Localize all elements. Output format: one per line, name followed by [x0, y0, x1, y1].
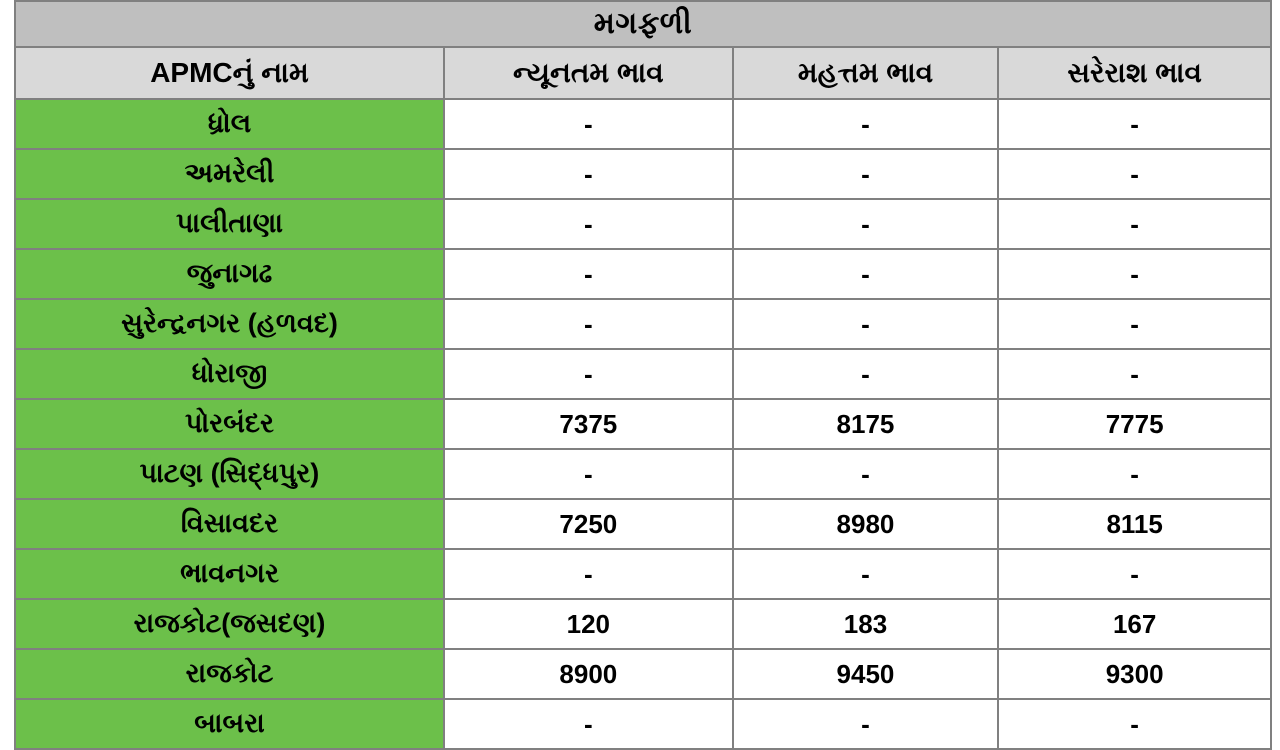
avg-price: - — [998, 199, 1271, 249]
apmc-name: પાલીતાણા — [15, 199, 444, 249]
avg-price: 167 — [998, 599, 1271, 649]
apmc-name: ભાવનગર — [15, 549, 444, 599]
table-row — [15, 649, 1271, 699]
table-row — [15, 199, 1271, 249]
max-price: 9450 — [733, 649, 999, 699]
min-price: - — [444, 299, 733, 349]
max-price: - — [733, 249, 999, 299]
table-row — [15, 599, 1271, 649]
apmc-name: પાટણ (સિદ્ધપુર) — [15, 449, 444, 499]
table-row — [15, 249, 1271, 299]
column-header-apmc-name: APMCનું નામ — [15, 47, 444, 99]
max-price: 8980 — [733, 499, 999, 549]
table-header-row — [15, 47, 1271, 99]
avg-price: - — [998, 99, 1271, 149]
max-price: - — [733, 99, 999, 149]
min-price: - — [444, 449, 733, 499]
avg-price: - — [998, 699, 1271, 749]
column-header-max-price: મહત્તમ ભાવ — [733, 47, 999, 99]
table-row — [15, 549, 1271, 599]
max-price: - — [733, 699, 999, 749]
apmc-name: ધોરાજી — [15, 349, 444, 399]
min-price: 7375 — [444, 399, 733, 449]
min-price: 7250 — [444, 499, 733, 549]
min-price: - — [444, 149, 733, 199]
table-title-row — [15, 1, 1271, 47]
min-price: - — [444, 699, 733, 749]
table-row — [15, 299, 1271, 349]
min-price: - — [444, 99, 733, 149]
min-price: 120 — [444, 599, 733, 649]
column-header-avg-price: સરેરાશ ભાવ — [998, 47, 1271, 99]
min-price: - — [444, 349, 733, 399]
min-price: 8900 — [444, 649, 733, 699]
apmc-name: અમરેલી — [15, 149, 444, 199]
apmc-name: રાજકોટ — [15, 649, 444, 699]
avg-price: - — [998, 349, 1271, 399]
avg-price: - — [998, 549, 1271, 599]
avg-price: 9300 — [998, 649, 1271, 699]
apmc-name: વિસાવદર — [15, 499, 444, 549]
avg-price: 8115 — [998, 499, 1271, 549]
max-price: - — [733, 199, 999, 249]
max-price: - — [733, 349, 999, 399]
max-price: - — [733, 149, 999, 199]
avg-price: - — [998, 249, 1271, 299]
max-price: 8175 — [733, 399, 999, 449]
table-row — [15, 99, 1271, 149]
groundnut-price-table — [14, 0, 1272, 750]
avg-price: - — [998, 449, 1271, 499]
table-title: મગફળી — [15, 1, 1271, 47]
table-row — [15, 399, 1271, 449]
table-row — [15, 349, 1271, 399]
max-price: - — [733, 449, 999, 499]
avg-price: - — [998, 149, 1271, 199]
min-price: - — [444, 199, 733, 249]
avg-price: - — [998, 299, 1271, 349]
min-price: - — [444, 249, 733, 299]
table-row — [15, 499, 1271, 549]
apmc-name: રાજકોટ(જસદણ) — [15, 599, 444, 649]
apmc-name: બાબરા — [15, 699, 444, 749]
column-header-min-price: ન્યૂનતમ ભાવ — [444, 47, 733, 99]
apmc-name: ધ્રોલ — [15, 99, 444, 149]
table-row — [15, 149, 1271, 199]
apmc-name: સુરેન્દ્રનગર (હળવદ) — [15, 299, 444, 349]
table-row — [15, 699, 1271, 749]
min-price: - — [444, 549, 733, 599]
apmc-name: પોરબંદર — [15, 399, 444, 449]
max-price: 183 — [733, 599, 999, 649]
max-price: - — [733, 299, 999, 349]
table-row — [15, 449, 1271, 499]
max-price: - — [733, 549, 999, 599]
apmc-name: જુનાગઢ — [15, 249, 444, 299]
avg-price: 7775 — [998, 399, 1271, 449]
